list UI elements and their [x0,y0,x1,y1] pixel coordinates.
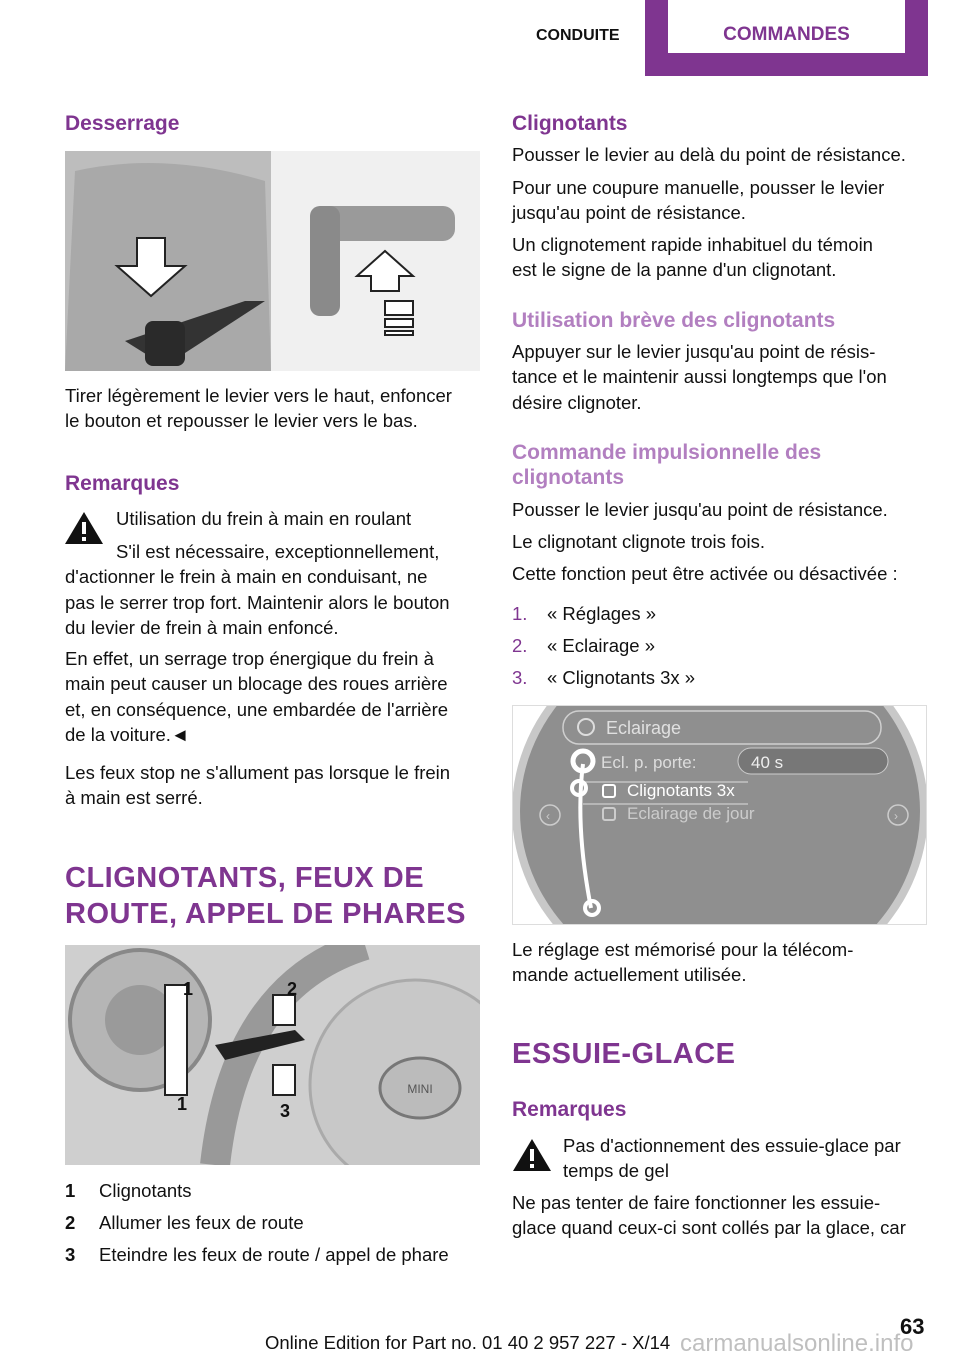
warning-icon [512,1137,552,1173]
paragraph: Pousser le levier au delà du point de résistance. [512,144,906,165]
warning-title: Utilisation du frein à main en roulant [116,508,412,529]
step-num: 1. [512,603,528,624]
legend-num: 3 [65,1244,76,1265]
paragraph: Le réglage est mémorisé pour la télécom‐ mande actuellement utilisée. [512,939,854,986]
warning-title-2: Pas d'actionnement des essuie-glace par temps de gel [563,1135,901,1182]
warning-text [65,539,450,640]
svg-text:MINI: MINI [407,1082,433,1096]
paragraph: Pousser le levier jusqu'au point de résistance. [512,499,888,520]
display-row3[interactable]: Eclairage de jour [627,804,755,823]
warning-text-body: S'il est nécessaire, exceptionnellement, d'actionner le frein à main en conduisant, ne pas le serrer trop fort. Maintenir alors le bouton du levier de frein à main enfoncé. [65,541,450,638]
heading-remarques: Remarques [65,472,180,495]
warning-text-2: En effet, un serrage trop énergique du frein à main peut causer un blocage des roues arrière et, en conséquence, une embardée de l'arrière de la voiture.◄ [65,648,449,745]
heading-desserrage: Desserrage [65,112,180,135]
step-text: « Réglages » [547,603,657,624]
steering-lever-figure [65,945,480,1165]
display-row1-label: Ecl. p. porte: [601,753,697,772]
paragraph: Pour une coupure manuelle, pousser le levier jusqu'au point de résistance. [512,177,885,224]
legend-num: 2 [65,1212,76,1233]
paragraph: Appuyer sur le levier jusqu'au point de résis‐ tance et le maintenir aussi longtemps que l'on désire clignoter. [512,341,887,413]
active-tab-label: COMMANDES [723,24,850,45]
display-title: Eclairage [606,718,682,738]
svg-text:‹: ‹ [546,809,550,823]
footer-edition: Online Edition for Part no. 01 40 2 957 227 - X/14 [265,1332,671,1353]
heading-commande-impulsionnelle: Commande impulsionnelle des clignotants [512,441,822,489]
figure-label-1: 1 [183,979,194,999]
paragraph: Le clignotant clignote trois fois. [512,531,765,552]
legend-text: Allumer les feux de route [99,1212,304,1233]
step-text: « Eclairage » [547,635,655,656]
paragraph-desserrage: Tirer légèrement le levier vers le haut, enfoncer le bouton et repousser le levier vers le bas. [65,385,452,432]
heading-essuie-glace: ESSUIE-GLACE [512,1038,736,1070]
legend-text: Eteindre les feux de route / appel de phare [99,1244,449,1265]
figure-label-1b: 1 [177,1094,188,1114]
step-text: « Clignotants 3x » [547,667,696,688]
paragraph: Un clignotement rapide inhabituel du témoin est le signe de la panne d'un clignotant. [512,234,873,281]
paragraph: Ne pas tenter de faire fonctionner les essuie- glace quand ceux-ci sont collés par la glace, car [512,1192,906,1239]
legend-num: 1 [65,1180,76,1201]
figure-label-2: 2 [287,979,298,999]
heading-remarques-2: Remarques [512,1098,627,1121]
header-active-tab[interactable] [668,0,905,53]
watermark: carmanualsonline.info [680,1330,914,1357]
display-screenshot [512,705,927,925]
svg-text:›: › [894,809,898,823]
legend-text: Clignotants [99,1180,192,1201]
heading-clignotants: Clignotants [512,112,628,135]
step-num: 3. [512,667,528,688]
display-row2[interactable]: Clignotants 3x [627,781,735,800]
header-section: CONDUITE [536,27,620,44]
figure-label-3: 3 [280,1101,291,1121]
step-num: 2. [512,635,528,656]
heading-utilisation-breve: Utilisation brève des clignotants [512,309,836,332]
handbrake-figure [65,151,480,371]
display-row1-value: 40 s [751,753,784,772]
heading-clignotants-feux: CLIGNOTANTS, FEUX DE ROUTE, APPEL DE PHARES [65,862,466,930]
page-number: 63 [900,1314,925,1339]
paragraph-feux-stop: Les feux stop ne s'allument pas lorsque le frein à main est serré. [65,762,451,809]
paragraph: Cette fonction peut être activée ou désactivée : [512,563,898,584]
